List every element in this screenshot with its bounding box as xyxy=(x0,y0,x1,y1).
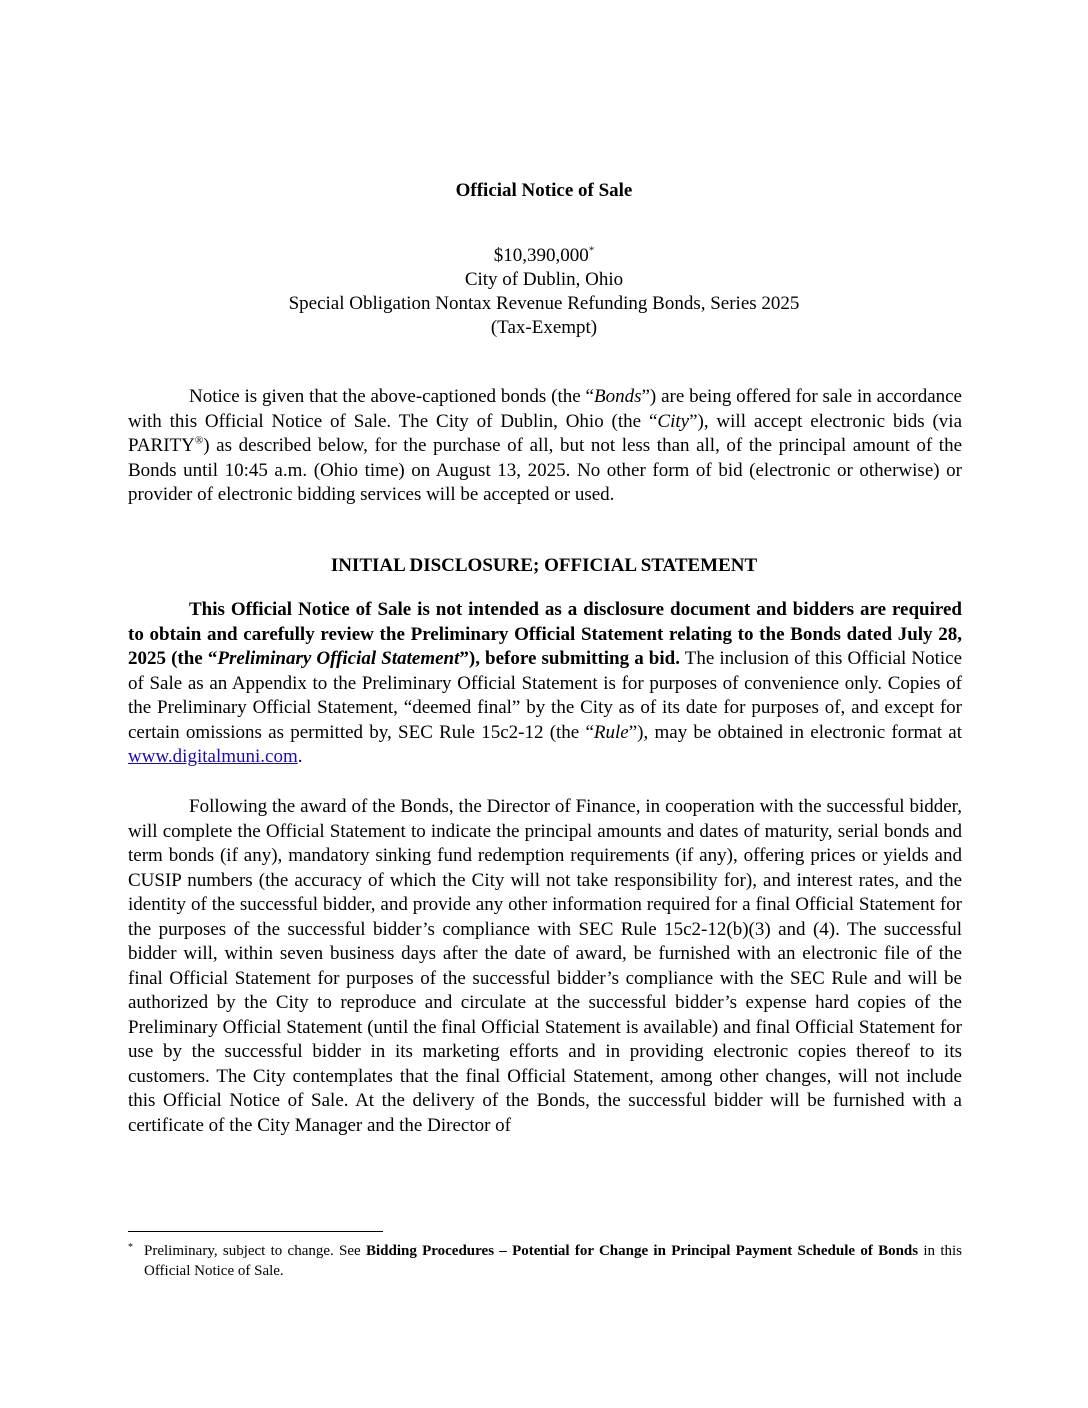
footnote-bold-reference: Bidding Procedures – Potential for Change in Principal Payment Schedule of Bonds xyxy=(365,1243,919,1259)
defined-term-bonds: Bonds xyxy=(593,386,642,407)
section-heading: INITIAL DISCLOSURE; OFFICIAL STATEMENT xyxy=(330,555,758,576)
bond-caption xyxy=(0,244,1088,340)
disclosure-text: ”), may be obtained in electronic format at xyxy=(628,721,962,743)
registered-mark: ® xyxy=(194,434,204,447)
disclosure-text: The inclusion of this Official Notice of Sale as an Appendix to the Preliminary Official Statement is for purposes of convenience only. Copies of the Preliminary Official Statement, “deemed final” by the City as of its date for purposes of, and except for certain omissions as permitted by, SEC Rule 15c2-12 (the “ xyxy=(128,648,963,743)
issuer-name: City of Dublin, Ohio xyxy=(464,269,624,290)
bond-amount xyxy=(0,244,1088,268)
tax-status: (Tax-Exempt) xyxy=(490,317,598,338)
intro-text: ”) are being offered for sale in accordance with this Official Notice of Sale. The City of Dublin, Ohio (the “ xyxy=(128,386,962,432)
bond-series: Special Obligation Nontax Revenue Refunding Bonds, Series 2025 xyxy=(288,293,800,314)
footnote-reference: * xyxy=(588,244,595,257)
footnote-divider xyxy=(128,1231,383,1232)
intro-text: Notice is given that the above-captioned bonds (the “ xyxy=(189,386,594,407)
defined-term-pos: Preliminary Official Statement xyxy=(217,648,460,669)
digitalmuni-link[interactable]: www.digitalmuni.com xyxy=(128,746,298,767)
award-section xyxy=(128,795,962,1138)
award-paragraph: Following the award of the Bonds, the Director of Finance, in cooperation with the successful bidder, will complete the Official Statement to indicate the principal amounts and dates of maturity, serial bonds and term bonds (if any), mandatory sinking fund redemption requirements (if any), offering prices or yields and CUSIP numbers (the accuracy of which the City will not take responsibility for), and interest rates, and the identity of the successful bidder, and provide any other information required for a final Official Statement for the purposes of the successful bidder’s compliance with SEC Rule 15c2-12(b)(3) and (4). The successful bidder will, within seven business days after the date of award, be furnished with an electronic file of the final Official Statement for purposes of the successful bidder’s compliance with the SEC Rule and will be authorized by the City to reproduce and circulate at the successful bidder’s expense hard copies of the Preliminary Official Statement (until the final Official Statement is available) and final Official Statement for use by the successful bidder in its marketing efforts and in providing electronic copies thereof to its customers. The City contemplates that the final Official Statement, among other changes, will not include this Official Notice of Sale. At the delivery of the Bonds, the successful bidder will be furnished with a certificate of the City Manager and the Director of xyxy=(128,796,962,1136)
intro-section xyxy=(128,385,962,508)
defined-term-rule: Rule xyxy=(593,721,629,743)
bond-amount-value: $10,390,000 xyxy=(493,245,589,266)
disclosure-section xyxy=(128,598,962,770)
intro-text: ) as described below, for the purchase of all, but not less than all, of the principal amount of the Bonds until 10:45 a.m. (Ohio time) on August 13, 2025. No other form of bid (electronic or otherwise) or provider of electronic bidding services will be accepted or used. xyxy=(128,435,962,505)
intro-paragraph xyxy=(128,385,962,508)
page-title: Official Notice of Sale xyxy=(455,180,633,201)
footnote-mark: * xyxy=(128,1242,133,1253)
disclosure-paragraph: This Official Notice of Sale is not intended as a disclosure document and bidders are required to obtain and carefully review the Preliminary Official Statement relating to the Bonds dated July 28, 2025 (the “Preliminary Official Statement”), before submitting a bid. The inclusion of this Official Notice of Sale as an Appendix to the Preliminary Official Statement is for purposes of convenience only. Copies of the Preliminary Official Statement, “deemed final” by the City as of its date for purposes of, and except for certain omissions as permitted by, SEC Rule 15c2-12 (the “Rule”), may be obtained in electronic format at www.digitalmuni.com. xyxy=(128,599,963,767)
disclosure-bold-text: This Official Notice of Sale is not intended as a disclosure document and bidders are required to obtain and carefully review the Preliminary Official Statement relating to the Bonds dated July 28, 2025 (the “Preliminary Official Statement”), before submitting a bid. xyxy=(128,599,962,669)
footnote-text: Preliminary, subject to change. See Bidding Procedures – Potential for Change in Principal Payment Schedule of Bonds in this Official Notice of Sale. xyxy=(144,1243,962,1279)
intro-text: ”), will accept electronic bids (via PARITY xyxy=(128,410,963,456)
footnote xyxy=(128,1241,962,1281)
defined-term-city: City xyxy=(657,410,690,432)
